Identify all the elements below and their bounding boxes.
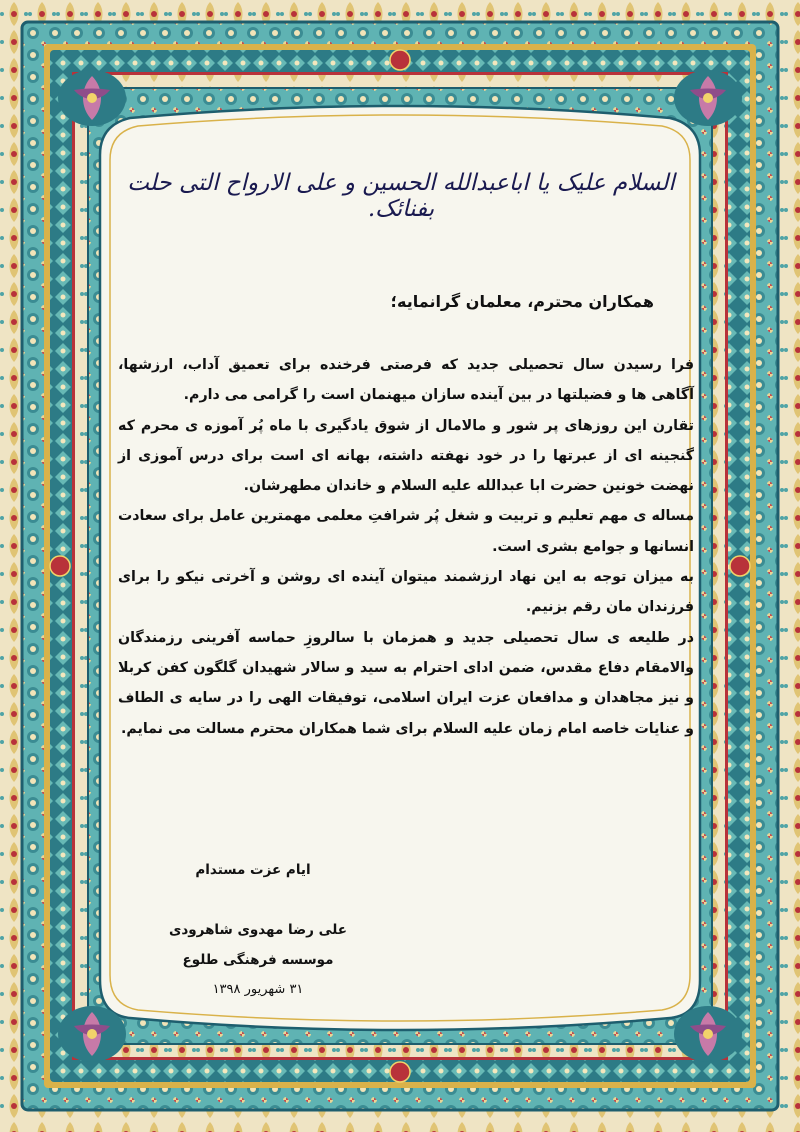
closing-regards: ایام عزت مستدام bbox=[195, 862, 311, 878]
letter-content bbox=[108, 140, 694, 1040]
paragraph: به میزان توجه به این نهاد ارزشمند میتوان آینده ای روشن و آخرتی نیکو را برای فرزندان مان رقم بزنیم. bbox=[118, 569, 694, 616]
organization-name: موسسه فرهنگی طلوع bbox=[182, 952, 334, 968]
letter-greeting: همکاران محترم، معلمان گرانمایه؛ bbox=[390, 292, 654, 311]
letter-body bbox=[118, 350, 694, 744]
letter-date: ۳۱ شهریور ۱۳۹۸ bbox=[212, 982, 304, 997]
paragraph: فرا رسیدن سال تحصیلی جدید که فرصتی فرخنده برای تعمیق آداب، ارزشها، آگاهی ها و فضیلتها در بین آینده سازان میهنمان است را گرامی می دارم. bbox=[118, 357, 694, 404]
paragraph: تقارن این روزهای پر شور و مالامال از شوق یادگیری با ماه پُر آموزه ی محرم که گنجینه ای از عبرتها را در خود نهفته داشته، بهانه ای است برای درس آموزی از نهضت خونین حضرت ابا عبدالله علیه السلام و خاندان مطهرشان. bbox=[118, 417, 694, 495]
paragraph: در طلیعه ی سال تحصیلی جدید و همزمان با سالروزِ حماسه آفرینی رزمندگان والامقام دفاع مقدس، ضمن ادای احترام به سید و سالار شهیدان گلگون کفن کربلا و نیز مجاهدان و مدافعان عزت ایران اسلامی، توفیقات الهی را در سایه ی الطاف و عنایات خاصه امام زمان علیه السلام برای شما همکاران محترم مسالت می نمایم. bbox=[118, 629, 694, 737]
salutation-heading: السلام علیک یا اباعبدالله الحسین و علی الارواح التی حلت بفنائک. bbox=[127, 170, 675, 222]
paragraph: مساله ی مهم تعلیم و تربیت و شغل پُر شرافتِ معلمی مهمترین عامل برای سعادت انسانها و جوامع بشری است. bbox=[118, 508, 694, 555]
signer-name: علی رضا مهدوی شاهرودی bbox=[168, 922, 347, 938]
